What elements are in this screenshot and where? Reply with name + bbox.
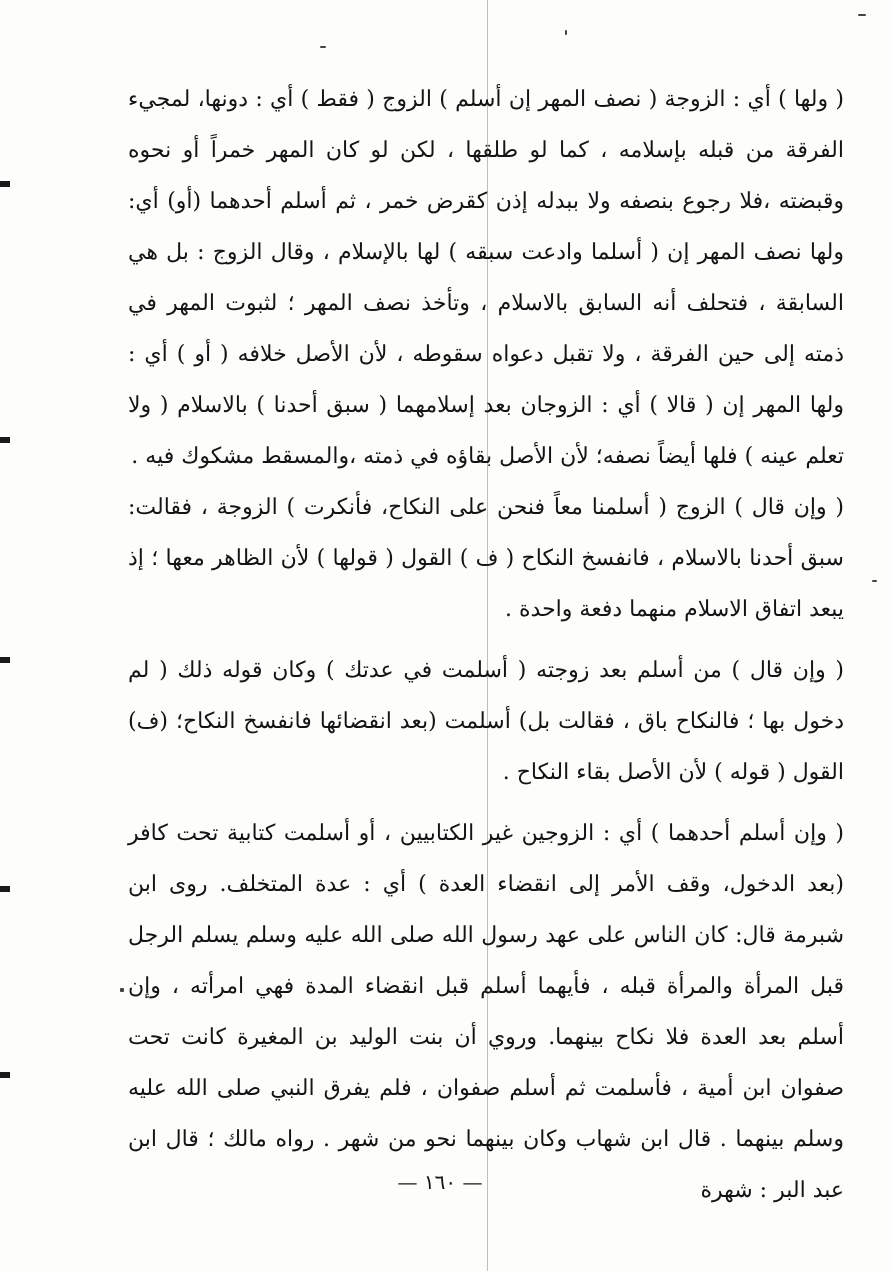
scan-speck: [320, 46, 326, 48]
scan-speck: [872, 580, 877, 582]
page-number: — ١٦٠ —: [397, 1170, 483, 1194]
margin-binding-mark: [0, 437, 10, 443]
scan-speck: [858, 14, 866, 16]
margin-binding-mark: [0, 181, 10, 187]
margin-binding-mark: [0, 1072, 10, 1078]
paragraph: ( وإن أسلم أحدهما ) أي : الزوجين غير الكتابيين ، أو أسلمت كتابية تحت كافر (بعد الدخول، وقف الأمر إلى انقضاء العدة ) أي : عدة المتخلف. روى ابن شبرمة قال: كان الناس على عهد رسول الله صلى الله عليه وسلم يسلم الرجل قبل المرأة والمرأة قبله ، فأيهما أسلم قبل انقضاء المدة فهي امرأته ، وإن أسلم بعد العدة فلا نكاح بينهما. وروي أن بنت الوليد بن المغيرة كانت تحت صفوان ابن أمية ، فأسلمت ثم أسلم صفوان ، فلم يفرق النبي صلى الله عليه وسلم بينهما . قال ابن شهاب وكان بينهما نحو من شهر . رواه مالك ؛ قال ابن عبد البر : شهرة: [128, 821, 844, 1203]
scan-speck: [565, 30, 567, 35]
paragraph: ( ولها ) أي : الزوجة ( نصف المهر إن أسلم ) الزوج ( فقط ) أي : دونها، لمجيء الفرقة من قبله بإسلامه ، كما لو طلقها ، لكن لو كان المهر خمراً أو نحوه وقبضته ،فلا رجوع بنصفه ولا ببدله إذن كقرض خمر ، ثم أسلم أحدهما (أو) أي: ولها نصف المهر إن ( أسلما وادعت سبقه ) لها بالإسلام ، وقال الزوج : بل هي السابقة ، فتحلف أنه السابق بالاسلام ، وتأخذ نصف المهر ؛ لثبوت المهر في ذمته إلى حين الفرقة ، ولا تقبل دعواه سقوطه ، لأن الأصل خلافه ( أو ) أي : ولها المهر إن ( قالا ) أي : الزوجان بعد إسلامهما ( سبق أحدنا ) بالاسلام ( ولا تعلم عينه ) فلها أيضاً نصفه؛ لأن الأصل بقاؤه في ذمته ،والمسقط مشكوك فيه .: [128, 87, 844, 469]
scan-speck: [120, 988, 124, 992]
margin-binding-mark: [0, 657, 10, 663]
paragraph: ( وإن قال ) الزوج ( أسلمنا معاً فنحن على النكاح، فأنكرت ) الزوجة ، فقالت: سبق أحدنا بالاسلام ، فانفسخ النكاح ( ف ) القول ( قولها ) لأن الظاهر معها ؛ إذ يبعد اتفاق الاسلام منهما دفعة واحدة .: [128, 495, 844, 622]
margin-binding-mark: [0, 886, 10, 892]
body-text: [128, 74, 844, 1216]
paragraph: ( وإن قال ) من أسلم بعد زوجته ( أسلمت في عدتك ) وكان قوله ذلك ( لم دخول بها ؛ فالنكاح باق ، فقالت بل) أسلمت (بعد انقضائها فانفسخ النكاح؛ (ف) القول ( قوله ) لأن الأصل بقاء النكاح .: [128, 658, 844, 785]
